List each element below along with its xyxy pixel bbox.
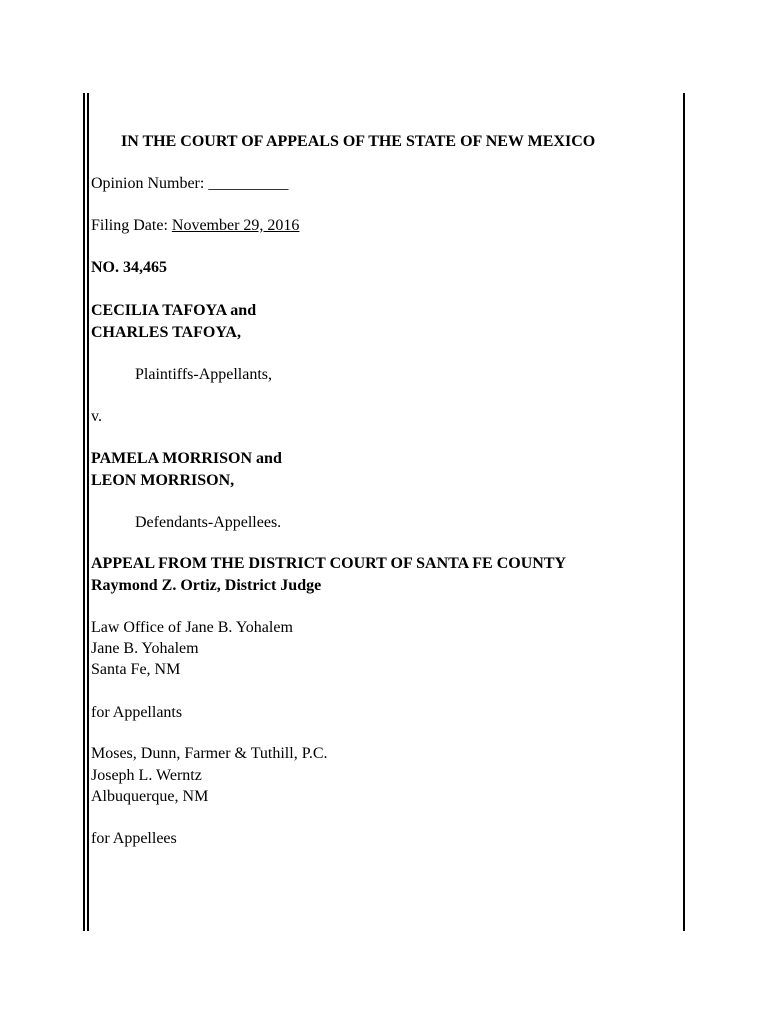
plaintiff-role: Plaintiffs-Appellants, — [135, 366, 273, 383]
case-number: NO. 34,465 — [91, 259, 167, 276]
appellees-counsel-firm: Moses, Dunn, Farmer & Tuthill, P.C. — [91, 745, 328, 762]
appellants-counsel-firm: Law Office of Jane B. Yohalem — [91, 619, 293, 636]
district-judge: Raymond Z. Ortiz, District Judge — [91, 577, 322, 594]
page-border-left-inner — [87, 93, 89, 931]
plaintiff-name-2: CHARLES TAFOYA, — [91, 324, 241, 341]
plaintiff-name-1: CECILIA TAFOYA and — [91, 302, 257, 319]
page-border-right — [683, 93, 685, 931]
opinion-number-value: __________ — [208, 175, 289, 192]
for-appellees: for Appellees — [91, 830, 177, 847]
page-border-left-outer — [83, 93, 85, 931]
for-appellants: for Appellants — [91, 704, 183, 721]
appellants-counsel-location: Santa Fe, NM — [91, 661, 181, 678]
court-heading: IN THE COURT OF APPEALS OF THE STATE OF NEW MEXICO — [121, 133, 596, 150]
defendant-role: Defendants-Appellees. — [135, 514, 282, 531]
defendant-name-1: PAMELA MORRISON and — [91, 450, 282, 467]
filing-date-label: Filing Date: — [91, 217, 168, 234]
opinion-number-label: Opinion Number: — [91, 175, 205, 192]
versus: v. — [91, 408, 102, 425]
appellees-counsel-location: Albuquerque, NM — [91, 788, 209, 805]
defendant-name-2: LEON MORRISON, — [91, 472, 235, 489]
appellants-counsel-attorney: Jane B. Yohalem — [91, 640, 199, 657]
filing-date — [91, 215, 299, 237]
opinion-number — [91, 173, 288, 195]
filing-date-value: November 29, 2016 — [171, 217, 300, 234]
appeal-from: APPEAL FROM THE DISTRICT COURT OF SANTA FE COUNTY — [91, 555, 567, 572]
appellees-counsel-attorney: Joseph L. Werntz — [91, 767, 202, 784]
